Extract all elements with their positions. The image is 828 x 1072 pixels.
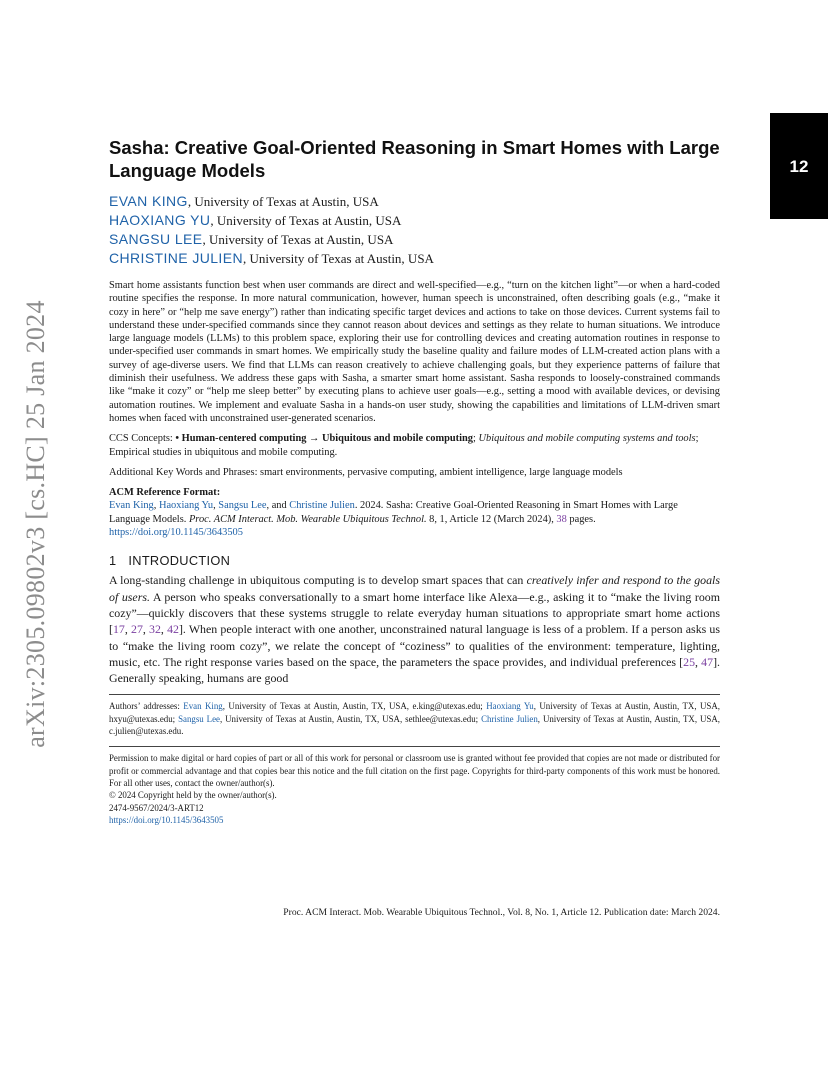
author-name[interactable]: CHRISTINE JULIEN <box>109 250 243 266</box>
intro-paragraph <box>109 572 720 686</box>
author-entry <box>109 249 720 268</box>
address-author-link[interactable]: Sangsu Lee <box>178 713 220 724</box>
permission-text: Permission to make digital or hard copies of part or all of this work for personal or classroom use is granted without fee provided that copies are not made or distributed for profit or commercial advantage and that copies bear this notice and the full citation on the first page. Copyrights for third-party components of this work must be honored. For all other uses, contact the owner/author(s). <box>109 753 720 788</box>
ref-text: . 2024. Sasha: Creative Goal-Oriented Reasoning in Smart Homes with Large Language Models. <box>109 500 678 525</box>
page-number-tab <box>770 113 828 219</box>
paper-title: Sasha: Creative Goal-Oriented Reasoning in Smart Homes with Large Language Models <box>109 137 720 181</box>
ref-sep: , and <box>266 500 290 512</box>
ref-doi-link[interactable]: https://doi.org/10.1145/3643505 <box>109 527 243 539</box>
permission-notice <box>109 752 720 826</box>
citation-link[interactable]: 17 <box>112 622 125 637</box>
ccs-concepts <box>109 432 720 459</box>
paper-content <box>109 136 720 826</box>
arxiv-identifier: arXiv:2305.09802v3 [cs.HC] 25 Jan 2024 <box>21 300 50 748</box>
address-author-link[interactable]: Evan King <box>183 701 223 712</box>
ref-author-link[interactable]: Christine Julien <box>289 500 355 512</box>
citation-link[interactable]: 42 <box>167 622 179 637</box>
section-number: 1 <box>109 553 117 569</box>
ref-text: 8, 1, Article 12 (March 2024), <box>426 513 557 525</box>
intro-emphasis: creatively infer and respond to the goals of users. <box>109 573 720 604</box>
ccs-bullet: • <box>175 433 180 445</box>
author-affiliation: , University of Texas at Austin, USA <box>242 251 434 266</box>
issn-line: 2474-9567/2024/3-ART12 <box>109 802 204 813</box>
ref-text: pages. <box>566 513 596 525</box>
intro-text: , <box>124 622 131 637</box>
author-affiliation: , University of Texas at Austin, USA <box>202 232 394 247</box>
abstract <box>109 279 720 425</box>
intro-text: A person who speaks conversationally to a smart home interface like Alexa—e.g., asking it to “make the living room cozy”—quickly discovers that these systems struggle to relate everyday human situations to appropriate smart home actions [ <box>109 589 720 637</box>
author-entry <box>109 192 720 211</box>
page-footer: Proc. ACM Interact. Mob. Wearable Ubiquitous Technol., Vol. 8, No. 1, Article 12. Publication date: March 2024. <box>283 907 720 918</box>
intro-text: ]. When people interact with one another, unconstrained natural language is less of a problem. If a person asks us to “make the living room cozy”, we relate the concept of “coziness” to qualities of the environment: temperature, lighting, music, etc. The right response varies based on the space, the parameters the space provides, and individual preferences [ <box>109 622 720 669</box>
author-name[interactable]: SANGSU LEE <box>109 231 203 247</box>
address-text: , University of Texas at Austin, Austin, TX, USA, c.julien@utexas.edu. <box>109 713 720 737</box>
author-addresses <box>109 700 720 737</box>
reference-heading: ACM Reference Format: <box>109 487 221 499</box>
ref-sep: , <box>153 500 159 512</box>
intro-text: , <box>142 622 150 637</box>
reference-text <box>109 499 720 526</box>
section-title: INTRODUCTION <box>128 553 231 569</box>
ref-author-link[interactable]: Haoxiang Yu <box>158 500 214 512</box>
ccs-label: CCS Concepts: <box>109 433 176 445</box>
permission-divider <box>109 746 720 747</box>
section-heading <box>109 553 720 568</box>
ccs-secondary: Ubiquitous and mobile computing systems and tools <box>478 433 696 445</box>
ref-journal: Proc. ACM Interact. Mob. Wearable Ubiquitous Technol. <box>188 513 427 525</box>
citation-link[interactable]: 32 <box>149 622 161 637</box>
abstract-text: Smart home assistants function best when user commands are direct and well-specified—e.g., “turn on the kitchen light”—or when a hard-coded routine specifies the response. In more natural communication, however, human speech is unconstrained, often describing goals (e.g., “make it cozy in here” or “help me save energy”) rather than indicating specific target devices and actions to take on those devices. Current systems fail to understand these under-specified commands since they cannot reason about devices and settings as they relate to human situations. We introduce large language models (LLMs) to this problem space, exploring their use for controlling devices and creating automation routines in response to under-specified user commands in smart homes. We empirically study the baseline quality and failure modes of LLM-created action plans with a survey of age-diverse users. We find that LLMs can reason creatively to achieve challenging goals, but they experience patterns of failure that diminish their usefulness. We address these gaps with Sasha, a smarter smart home assistant. Sasha responds to loosely-constrained commands like “make it cozy” or “help me sleep better” by executing plans to achieve user goals—e.g., setting a mood with available devices, or devising automation routines. We implement and evaluate Sasha in a hands-on user study, showing the capabilities and limitations of LLM-driven smart homes when faced with unconstrained user-generated scenarios. <box>109 280 720 424</box>
ref-pages-link[interactable]: 38 <box>556 513 567 525</box>
citation-link[interactable]: 25 <box>683 654 696 669</box>
intro-text: ]. Generally speaking, humans are good <box>109 654 720 686</box>
acm-reference <box>109 486 720 539</box>
citation-link[interactable]: 27 <box>131 622 143 637</box>
copyright-line: © 2024 Copyright held by the owner/author(s). <box>109 790 277 801</box>
intro-text: , <box>695 654 702 669</box>
address-author-link[interactable]: Christine Julien <box>481 713 538 724</box>
page-number: 12 <box>789 157 809 176</box>
permission-doi-link[interactable]: https://doi.org/10.1145/3643505 <box>109 814 224 825</box>
author-name[interactable]: EVAN KING <box>109 193 188 209</box>
author-name[interactable]: HAOXIANG YU <box>109 212 211 228</box>
author-entry <box>109 211 720 230</box>
intro-text: A long-standing challenge in ubiquitous computing is to develop smart spaces that can <box>109 573 527 588</box>
ref-author-link[interactable]: Sangsu Lee <box>218 500 267 512</box>
address-text: Authors’ addresses: <box>109 701 184 712</box>
ccs-primary: Human-centered computing → Ubiquitous and mobile computing <box>179 433 474 445</box>
ccs-rest: ; Empirical studies in ubiquitous and mobile computing. <box>109 433 699 458</box>
address-text: , University of Texas at Austin, Austin, TX, USA, e.king@utexas.edu; <box>222 701 487 712</box>
citation-link[interactable]: 47 <box>701 654 714 669</box>
intro-text: , <box>160 622 168 637</box>
footnote-divider <box>109 694 720 695</box>
address-text: , University of Texas at Austin, Austin, TX, USA, hxyu@utexas.edu; <box>109 701 720 724</box>
address-text: , University of Texas at Austin, Austin, TX, USA, sethlee@utexas.edu; <box>219 713 482 724</box>
address-author-link[interactable]: Haoxiang Yu <box>486 701 534 712</box>
ccs-separator: ; <box>473 433 479 445</box>
ref-sep: , <box>213 500 219 512</box>
author-entry <box>109 230 720 249</box>
author-list <box>109 192 720 268</box>
author-affiliation: , University of Texas at Austin, USA <box>210 213 402 228</box>
keywords: Additional Key Words and Phrases: smart environments, pervasive computing, ambient intelligence, large language models <box>109 466 623 478</box>
ref-author-link[interactable]: Evan King <box>109 500 154 512</box>
author-affiliation: , University of Texas at Austin, USA <box>187 194 379 209</box>
